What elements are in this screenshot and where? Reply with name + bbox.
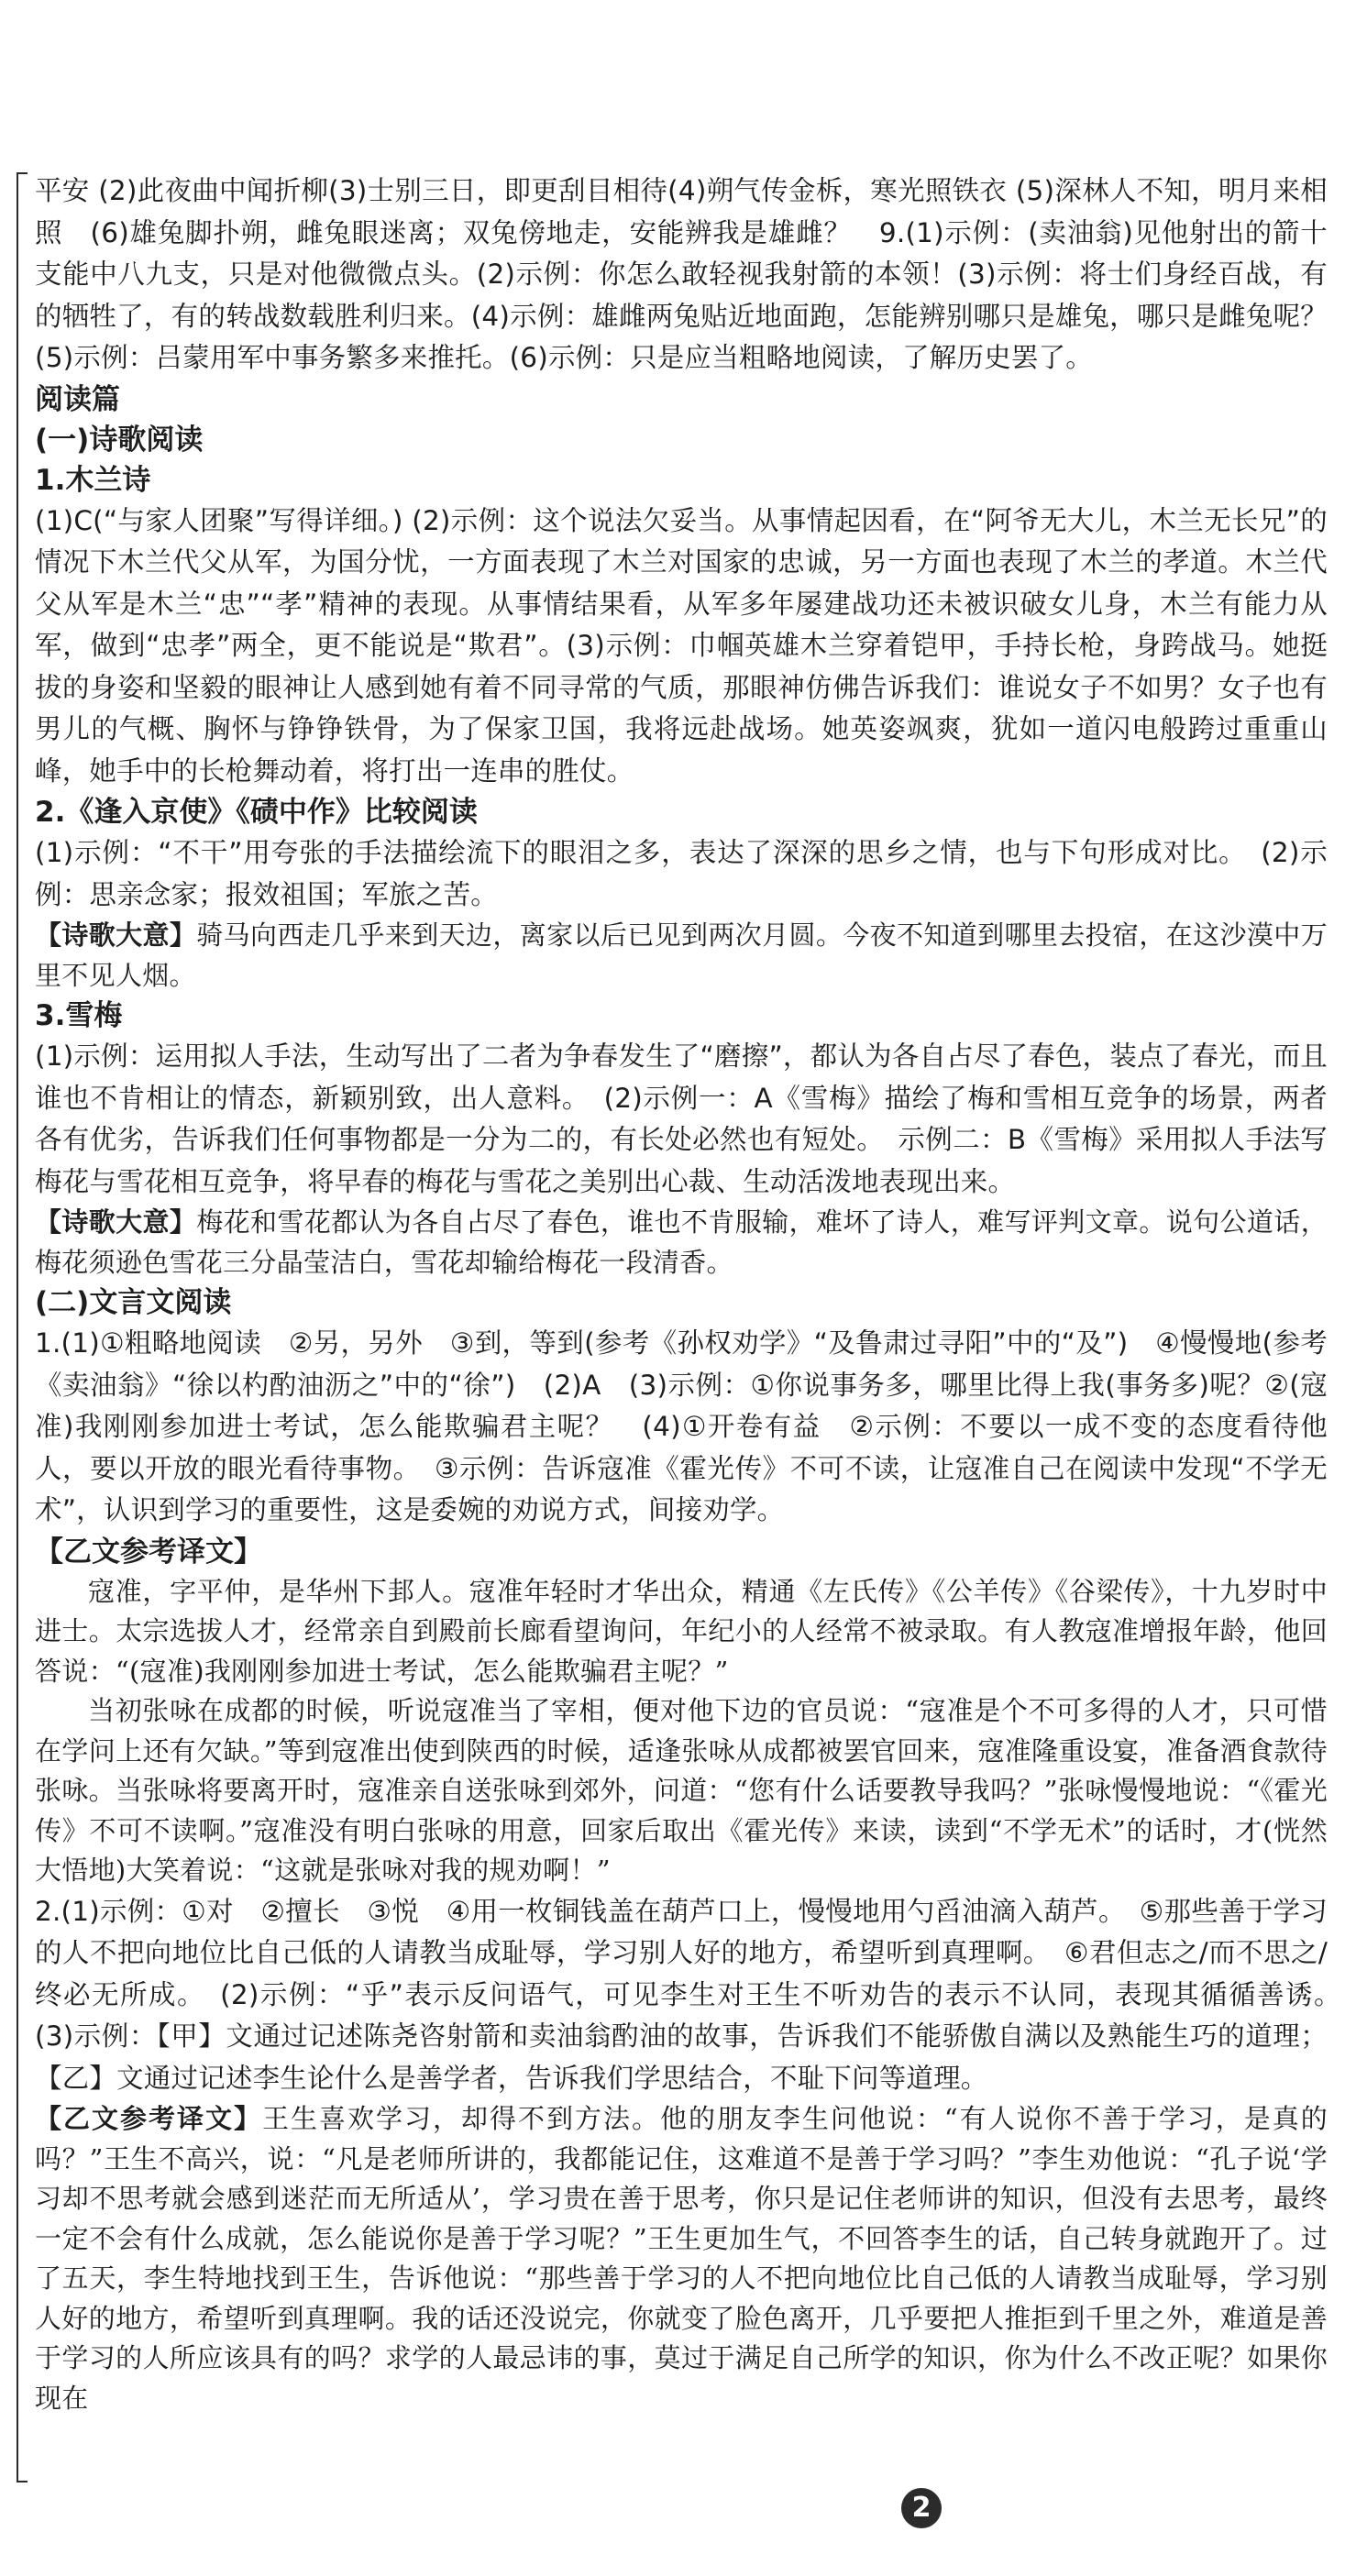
translation-paragraph: 当初张咏在成都的时候，听说寇准当了宰相，便对他下边的官员说：“寇准是个不可多得的人才，只可惜在学问上还有欠缺。”等到寇准出使到陕西的时候，适逢张咏从成都被罢官回来，寇准隆重设宴，准备酒食款待张咏。当张咏将要离开时，寇准亲自送张咏到郊外，问道：“您有什么话要教导我吗？”张咏慢慢地说：“《霍光传》不可不读啊。”寇准没有明白张咏的用意，回家后取出《霍光传》来读，读到“不学无术”的话时，才(恍然大悟地)大笑着说：“这就是张咏对我的规劝啊！” [35, 1695, 1328, 1886]
left-rule-tick-top [17, 172, 28, 174]
question-title-xuemei: 3.雪梅 [35, 999, 123, 1032]
translation-label-1: 【乙文参考译文】 [35, 1535, 262, 1569]
answer-mulan: (1)C(“与家人团聚”写得详细。) (2)示例：这个说法欠妥当。从事情起因看，在“阿爷无大儿，木兰无长兄”的情况下木兰代父从军，为国分忧，一方面表现了木兰对国家的忠诚，另一方面也表现了木兰的孝道。木兰代父从军是木兰“忠”“孝”精神的表现。从事情结果看，从军多年屡建战功还未被识破女儿身，木兰有能力从军，做到“忠孝”两全，更不能说是“欺君”。(3)示例：巾帼英雄木兰穿着铠甲，手持长枪，身跨战马。她挺拔的身姿和坚毅的眼神让人感到她有着不同寻常的气质，那眼神仿佛告诉我们：谁说女子不如男？女子也有男儿的气概、胸怀与铮铮铁骨，为了保家卫国，我将远赴战场。她英姿飒爽，犹如一道闪电般跨过重重山峰，她手中的长枪舞动着，将打出一连串的胜仗。 [35, 504, 1328, 787]
poem-meaning-xuemei [35, 1203, 1328, 1282]
answer-xuemei: (1)示例：运用拟人手法，生动写出了二者为争春发生了“磨擦”，都认为各自占尽了春色，装点了春光，而且谁也不肯相让的情态，新颖别致，出人意料。 (2)示例一：A《雪梅》描绘了梅和雪相互竞争的场景，两者各有优劣，告诉我们任何事物都是一分为二的，有长处必然也有短处。 示例二：B《雪梅》采用拟人手法写梅花与雪花相互竞争，将早春的梅花与雪花之美别出心裁、生动活泼地表现出来。 [35, 1040, 1328, 1197]
section-title-reading: 阅读篇 [35, 382, 120, 416]
answer-classical-1: 1.(1)①粗略地阅读 ②另，另外 ③到，等到(参考《孙权劝学》“及鲁肃过寻阳”中的“及”) ④慢慢地(参考《卖油翁》“徐以杓酌油沥之”中的“徐”) (2)A (3)示例：①你说事务多，哪里比得上我(事务多)呢？②(寇准)我刚刚参加进士考试，怎么能欺骗君主呢？ (4)①开卷有益 ②示例：不要以一成不变的态度看待他人，要以开放的眼光看待事物。 ③示例：告诉寇准《霍光传》不可不读，让寇准自己在阅读中发现“不学无术”，认识到学习的重要性，这是委婉的劝说方式，间接劝学。 [35, 1327, 1328, 1525]
poem-meaning-label: 【诗歌大意】 [35, 1206, 197, 1238]
left-margin-rule [17, 172, 18, 2482]
answer-comparison: (1)示例：“不干”用夸张的手法描绘流下的眼泪之多，表达了深深的思乡之情，也与下句形成对比。 (2)示例：思亲念家；报效祖国；军旅之苦。 [35, 837, 1328, 910]
answer-classical-2: 2.(1)示例：①对 ②擅长 ③悦 ④用一枚铜钱盖在葫芦口上，慢慢地用勺舀油滴入葫芦。 ⑤那些善于学习的人不把向地位比自己低的人请教当成耻辱，学习别人好的地方，希望听到真理啊。 ⑥君但志之/而不思之/终必无所成。 (2)示例：“乎”表示反问语气，可见李生对王生不听劝告的表示不认同，表现其循循善诱。 (3)示例：【甲】文通过记述陈尧咨射箭和卖油翁酌油的故事，告诉我们不能骄傲自满以及熟能生巧的道理；【乙】文通过记述李生论什么是善学者，告诉我们学思结合，不耻下问等道理。 [35, 1895, 1355, 2094]
page-number-badge: 2 [901, 2488, 942, 2528]
poem-meaning-text: 梅花和雪花都认为各自占尽了春色，谁也不肯服输，难坏了诗人，难写评判文章。说句公道话，梅花须逊色雪花三分晶莹洁白，雪花却输给梅花一段清香。 [35, 1206, 1328, 1278]
question-title-comparison: 2.《逢入京使》《碛中作》比较阅读 [35, 796, 478, 829]
answer-content [35, 171, 1355, 2418]
poem-meaning-text: 骑马向西走几乎来到天边，离家以后已见到两次月圆。今夜不知道到哪里去投宿，在这沙漠中万里不见人烟。 [35, 919, 1328, 991]
subsection-title-classical: (二)文言文阅读 [35, 1286, 232, 1319]
translation-paragraph: 寇准，字平仲，是华州下邽人。寇准年轻时才华出众，精通《左氏传》《公羊传》《谷梁传》，十九岁时中进士。太宗选拔人才，经常亲自到殿前长廊看望询问，年纪小的人经常不被录取。有人教寇准增报年龄，他回答说：“(寇准)我刚刚参加进士考试，怎么能欺骗君主呢？” [35, 1575, 1328, 1687]
question-title-mulan: 1.木兰诗 [35, 463, 151, 497]
translation-text-2: 王生喜欢学习，却得不到方法。他的朋友李生问他说：“有人说你不善于学习，是真的吗？”王生不高兴，说：“凡是老师所讲的，我都能记住，这难道不是善于学习吗？”李生劝他说：“孔子说‘学习却不思考就会感到迷茫而无所适从’，学习贵在善于思考，你只是记住老师讲的知识，但没有去思考，最终一定不会有什么成就，怎么能说你是善于学习呢？”王生更加生气，不回答李生的话，自己转身就跑开了。过了五天，李生特地找到王生，告诉他说：“那些善于学习的人不把向地位比自己低的人请教当成耻辱，学习别人好的地方，希望听到真理啊。我的话还没说完，你就变了脸色离开，几乎要把人推拒到千里之外，难道是善于学习的人所应该具有的吗？求学的人最忌讳的事，莫过于满足自己所学的知识，你为什么不改正呢？如果你现在 [35, 2103, 1328, 2414]
left-rule-tick-bottom [17, 2481, 28, 2482]
subsection-title-poetry: (一)诗歌阅读 [35, 423, 204, 457]
translation-classical-2 [35, 2099, 1328, 2418]
translation-label-2: 【乙文参考译文】 [35, 2103, 262, 2134]
poem-meaning-label: 【诗歌大意】 [35, 919, 197, 951]
poem-meaning-comparison [35, 916, 1328, 996]
answer-continued-paragraph: 平安 (2)此夜曲中闻折柳(3)士别三日，即更刮目相待(4)朔气传金柝，寒光照铁衣 (5)深林人不知，明月来相照 (6)雄兔脚扑朔，雌兔眼迷离；双兔傍地走，安能辨我是雄雌？ 9.(1)示例：(卖油翁)见他射出的箭十支能中八九支，只是对他微微点头。(2)示例：你怎么敢轻视我射箭的本领！(3)示例：将士们身经百战，有的牺牲了，有的转战数载胜利归来。(4)示例：雄雌两兔贴近地面跑，怎能辨别哪只是雄兔，哪只是雌兔呢？(5)示例：吕蒙用军中事务繁多来推托。(6)示例：只是应当粗略地阅读，了解历史罢了。 [35, 175, 1328, 373]
